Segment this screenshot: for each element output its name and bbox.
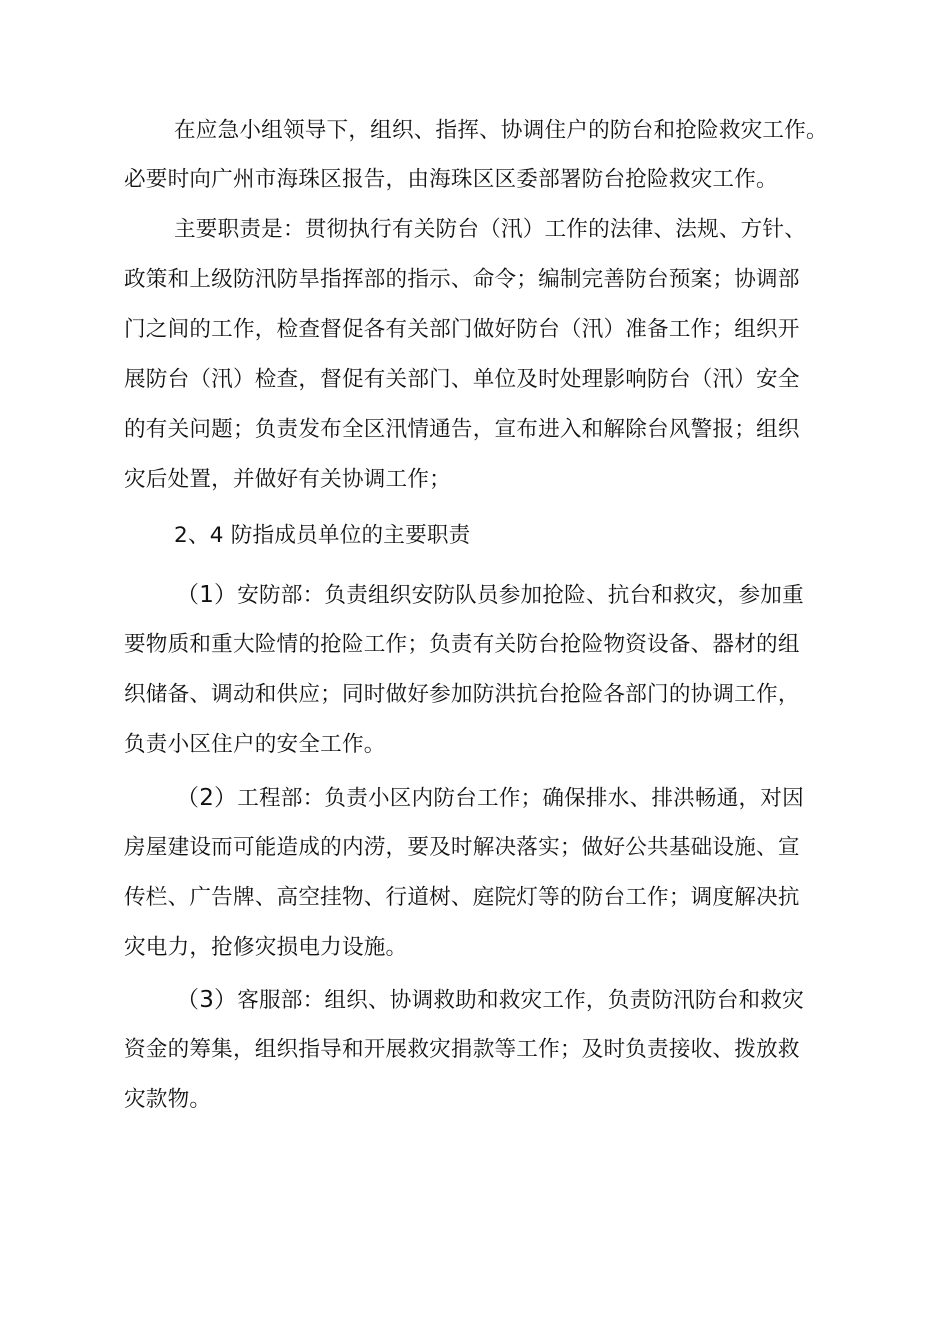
item-1-number: （1） bbox=[176, 582, 238, 608]
item-2-line-3: 传栏、广告牌、高空挂物、行道树、庭院灯等的防台工作；调度解决抗 bbox=[124, 885, 800, 910]
item-1-line-1: 安防部：负责组织安防队员参加抢险、抗台和救灾，参加重 bbox=[237, 583, 804, 608]
item-2-line-2: 房屋建设而可能造成的内涝，要及时解决落实；做好公共基础设施、宣 bbox=[124, 835, 800, 860]
paragraph-2-line-3: 门之间的工作，检查督促各有关部门做好防台（汛）准备工作；组织开 bbox=[124, 317, 800, 342]
item-1-first-line bbox=[176, 580, 804, 611]
paragraph-2-line-2: 政策和上级防汛防旱指挥部的指示、命令；编制完善防台预案；协调部 bbox=[124, 267, 800, 292]
paragraph-1-line-1: 在应急小组领导下，组织、指挥、协调住户的防台和抢险救灾工作。 bbox=[174, 118, 828, 143]
paragraph-2-line-6: 灾后处置，并做好有关协调工作； bbox=[124, 467, 451, 492]
item-2-line-1: 工程部：负责小区内防台工作；确保排水、排洪畅通，对因 bbox=[237, 786, 804, 811]
section-heading: 2、4 防指成员单位的主要职责 bbox=[174, 523, 471, 548]
paragraph-2-line-4: 展防台（汛）检查，督促有关部门、单位及时处理影响防台（汛）安全 bbox=[124, 367, 800, 392]
item-1-line-2: 要物质和重大险情的抢险工作；负责有关防台抢险物资设备、器材的组 bbox=[124, 632, 800, 657]
item-3-line-3: 灾款物。 bbox=[124, 1087, 212, 1112]
item-3-line-2: 资金的筹集，组织指导和开展救灾捐款等工作；及时负责接收、拨放救 bbox=[124, 1037, 800, 1062]
item-2-number: （2） bbox=[176, 785, 238, 811]
item-3-line-1: 客服部：组织、协调救助和救灾工作，负责防汛防台和救灾 bbox=[237, 988, 804, 1013]
item-3-number: （3） bbox=[176, 987, 238, 1013]
paragraph-2-line-1: 主要职责是：贯彻执行有关防台（汛）工作的法律、法规、方针、 bbox=[174, 217, 807, 242]
item-2-line-4: 灾电力，抢修灾损电力设施。 bbox=[124, 935, 408, 960]
item-1-line-4: 负责小区住户的安全工作。 bbox=[124, 732, 386, 757]
paragraph-1-line-2: 必要时向广州市海珠区报告，由海珠区区委部署防台抢险救灾工作。 bbox=[124, 167, 778, 192]
item-1-line-3: 织储备、调动和供应；同时做好参加防洪抗台抢险各部门的协调工作， bbox=[124, 682, 800, 707]
item-3-first-line bbox=[176, 985, 804, 1016]
item-2-first-line bbox=[176, 783, 804, 814]
paragraph-2-line-5: 的有关问题；负责发布全区汛情通告，宣布进入和解除台风警报；组织 bbox=[124, 417, 800, 442]
